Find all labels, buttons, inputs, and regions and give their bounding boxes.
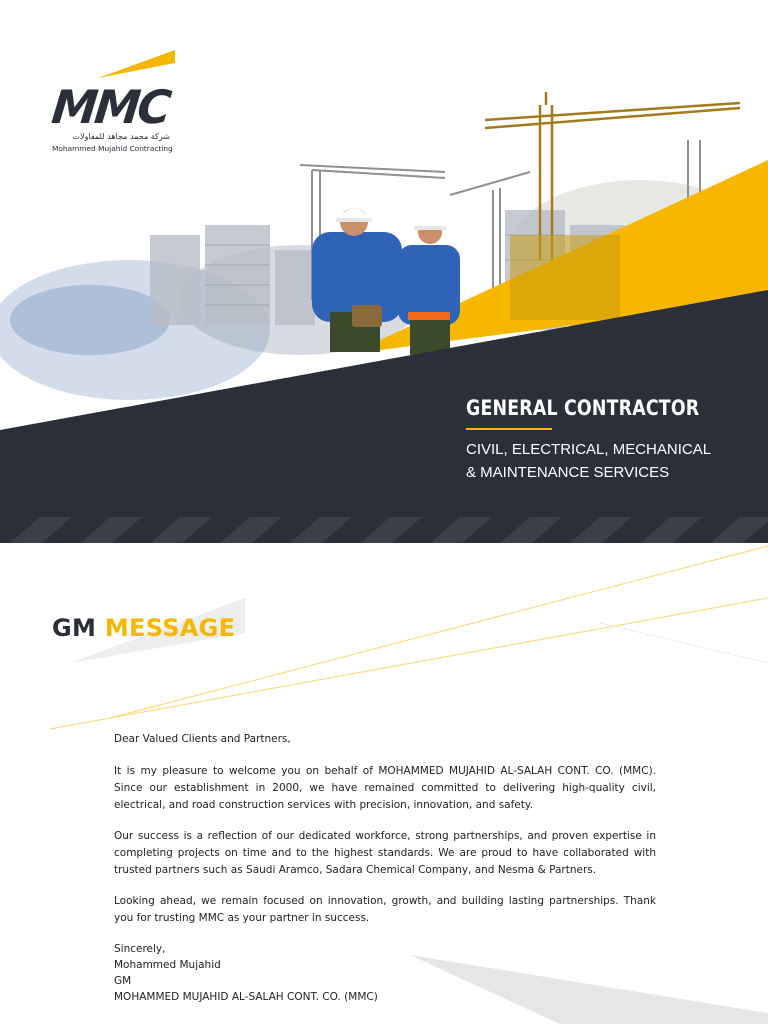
title-underline: [466, 428, 552, 430]
building-tinted: [510, 235, 620, 320]
letter-paragraph: It is my pleasure to welcome you on behalf of MOHAMMED MUJAHID AL-SALAH CONT. CO. (MMC). Since our establishment in 2000, we have remained committed to delivering high-quality civil, electrical, and road construction services with precision, innovation, and safety.: [114, 765, 656, 811]
logo-arabic-name: شركة محمد مجاهد للمقاولات: [72, 132, 170, 141]
closing: Sincerely,: [114, 943, 166, 955]
cover-text-block: [466, 396, 756, 484]
logo-mark: MMC: [49, 80, 172, 134]
signer-company: MOHAMMED MUJAHID AL-SALAH CONT. CO. (MMC): [114, 991, 378, 1003]
signer-name: Mohammed Mujahid: [114, 959, 221, 971]
cover-title: GENERAL CONTRACTOR: [466, 396, 700, 420]
letter-paragraph: Looking ahead, we remain focused on innovation, growth, and building lasting partnerships. Thank you for trusting MMC as your partner in success.: [114, 895, 656, 924]
gm-letter: [114, 731, 656, 1005]
heading-word-gm: GM: [52, 614, 97, 642]
cover-subtitle-line1: CIVIL, ELECTRICAL, MECHANICAL: [466, 441, 712, 458]
logo-english-name: Mohammed Mujahid Contracting: [52, 144, 173, 153]
cover-subtitle-line2: & MAINTENANCE SERVICES: [466, 464, 670, 481]
letter-greeting: Dear Valued Clients and Partners,: [114, 733, 291, 745]
company-logo: [49, 50, 182, 160]
letter-paragraph: Our success is a reflection of our dedicated workforce, strong partnerships, and proven expertise in completing projects on time and to the highest standards. We are proud to have collaborated with trusted partners such as Saudi Aramco, Sadara Chemical Company, and Nesma & Partners.: [114, 830, 656, 876]
gm-message-heading: [52, 614, 235, 642]
watercolor-wash: [10, 285, 170, 355]
heading-word-message: MESSAGE: [104, 614, 236, 642]
grey-line: [600, 623, 768, 663]
letter-signature: [114, 941, 656, 1005]
signer-title: GM: [114, 975, 132, 987]
